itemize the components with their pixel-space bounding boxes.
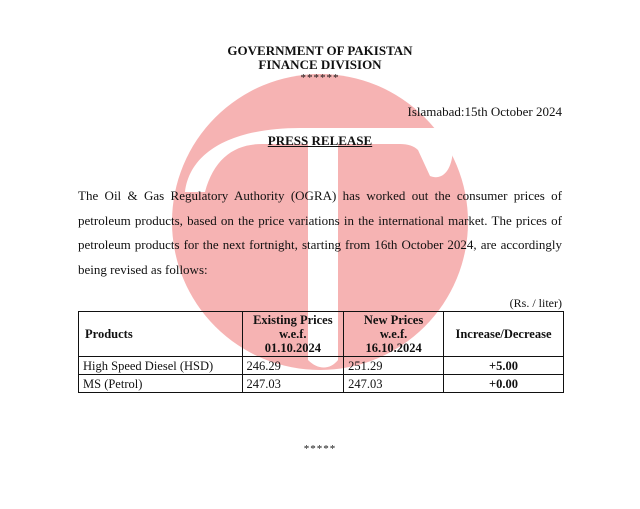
header-new-line2: w.e.f.	[379, 327, 408, 341]
new-price-cell: 247.03	[344, 375, 444, 393]
existing-price-cell: 247.03	[242, 375, 344, 393]
government-heading: GOVERNMENT OF PAKISTAN	[227, 43, 413, 58]
table-row	[79, 357, 564, 375]
table-header-row	[79, 312, 564, 357]
unit-note: (Rs. / liter)	[509, 296, 562, 310]
division-heading: FINANCE DIVISION	[258, 57, 382, 72]
product-name-cell: MS (Petrol)	[79, 375, 243, 393]
footer-stars: *****	[303, 443, 337, 455]
release-date: Islamabad:15th October 2024	[407, 104, 562, 119]
header-new-line1: New Prices	[363, 313, 424, 327]
price-table	[78, 311, 564, 393]
change-cell: +0.00	[444, 375, 564, 393]
product-name-cell: High Speed Diesel (HSD)	[79, 357, 243, 375]
header-new-prices	[344, 312, 444, 357]
header-new-line3: 16.10.2024	[365, 341, 422, 355]
change-cell: +5.00	[444, 357, 564, 375]
body-paragraph: The Oil & Gas Regulatory Authority (OGRA) has worked out the consumer prices of petroleum products, based on the price variations in the international market. The prices of petroleum products for the next fortnight, starting from 16th October 2024, are accordingly being revised as follows:	[78, 188, 562, 277]
press-release-title: PRESS RELEASE	[267, 133, 373, 148]
table-row	[79, 375, 564, 393]
header-existing-line2: w.e.f.	[279, 327, 307, 341]
header-products: Products	[79, 312, 243, 357]
header-stars: ******	[300, 72, 340, 84]
header-existing-prices	[242, 312, 344, 357]
header-existing-line1: Existing Prices	[253, 313, 333, 327]
existing-price-cell: 246.29	[242, 357, 344, 375]
new-price-cell: 251.29	[344, 357, 444, 375]
header-existing-line3: 01.10.2024	[264, 341, 321, 355]
header-change: Increase/Decrease	[444, 312, 564, 357]
